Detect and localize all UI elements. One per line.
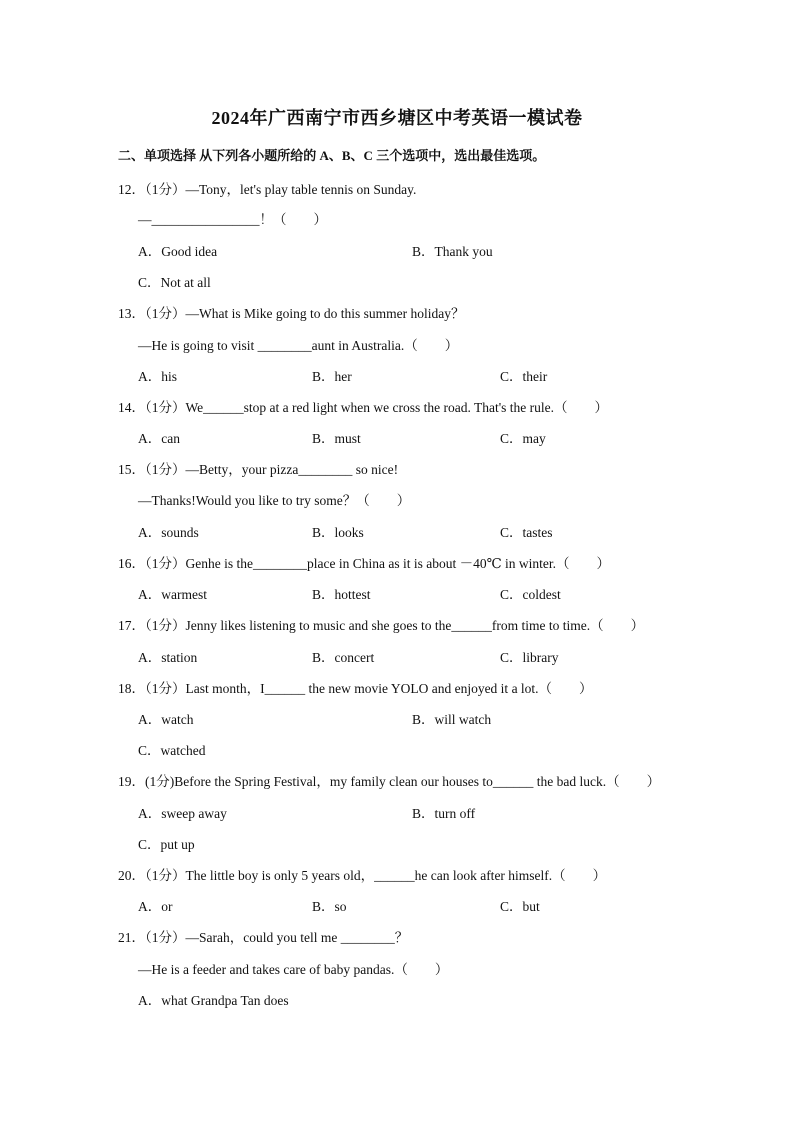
question-12-option-c[interactable]: C．Not at all — [138, 275, 211, 290]
question-16-option-c[interactable]: C．coldest — [500, 587, 561, 602]
question-20-stem: 20．（1分）The little boy is only 5 years old，______he can look after himself.（ ） — [118, 868, 607, 883]
question-15-option-a[interactable]: A．sounds — [138, 525, 199, 540]
question-12-stem: 12．（1分）—Tony，let's play table tennis on Sunday. — [118, 182, 417, 197]
question-16-option-b[interactable]: B．hottest — [312, 587, 371, 602]
question-13-option-b[interactable]: B．her — [312, 369, 352, 384]
question-21-line-2: —He is a feeder and takes care of baby pandas.（ ） — [138, 962, 449, 977]
question-19-option-a[interactable]: A．sweep away — [138, 806, 227, 821]
question-14-option-b[interactable]: B．must — [312, 431, 361, 446]
question-17-option-b[interactable]: B．concert — [312, 650, 375, 665]
question-17-stem: 17．（1分）Jenny likes listening to music and she goes to the______from time to time.（ ） — [118, 618, 645, 633]
question-17-option-a[interactable]: A．station — [138, 650, 198, 665]
question-19-option-c[interactable]: C．put up — [138, 837, 195, 852]
question-15-line-2: —Thanks!Would you like to try some？（ ） — [138, 493, 411, 508]
question-20-option-a[interactable]: A．or — [138, 899, 173, 914]
question-13-line-2: —He is going to visit ________aunt in Australia.（ ） — [138, 338, 459, 353]
question-13-option-c[interactable]: C．their — [500, 369, 548, 384]
question-12-option-b[interactable]: B．Thank you — [412, 244, 493, 259]
question-19-option-b[interactable]: B．turn off — [412, 806, 476, 821]
question-21-stem: 21．（1分）—Sarah，could you tell me ________？ — [118, 930, 409, 945]
question-15-stem: 15．（1分）—Betty，your pizza________ so nice! — [118, 462, 399, 477]
question-19-stem: 19．(1分)Before the Spring Festival，my family clean our houses to______ the bad luck.（ ） — [118, 774, 661, 789]
question-18-option-b[interactable]: B．will watch — [412, 712, 492, 727]
question-14-stem: 14．（1分）We______stop at a red light when we cross the road. That's the rule.（ ） — [118, 400, 609, 415]
question-14-option-a[interactable]: A．can — [138, 431, 180, 446]
question-12-line-2: —________________！（ ） — [138, 212, 327, 227]
question-20-option-b[interactable]: B．so — [312, 899, 347, 914]
question-17-option-c[interactable]: C．library — [500, 650, 559, 665]
question-14-option-c[interactable]: C．may — [500, 431, 546, 446]
question-18-stem: 18．（1分）Last month，I______ the new movie YOLO and enjoyed it a lot.（ ） — [118, 681, 593, 696]
question-12-option-a[interactable]: A．Good idea — [138, 244, 218, 259]
question-16-option-a[interactable]: A．warmest — [138, 587, 207, 602]
question-21-option-a[interactable]: A．what Grandpa Tan does — [138, 993, 289, 1008]
page-title: 2024年广西南宁市西乡塘区中考英语一模试卷 — [211, 108, 583, 128]
section-heading: 二、单项选择 从下列各小题所给的 A、B、C 三个选项中，选出最佳选项。 — [118, 148, 546, 163]
question-15-option-b[interactable]: B．looks — [312, 525, 364, 540]
question-20-option-c[interactable]: C．but — [500, 899, 540, 914]
question-15-option-c[interactable]: C．tastes — [500, 525, 553, 540]
question-18-option-c[interactable]: C．watched — [138, 743, 206, 758]
question-13-stem: 13．（1分）—What is Mike going to do this summer holiday？ — [118, 306, 465, 321]
question-18-option-a[interactable]: A．watch — [138, 712, 194, 727]
question-16-stem: 16．（1分）Genhe is the________place in China as it is about －40℃ in winter.（ ） — [118, 556, 611, 571]
question-13-option-a[interactable]: A．his — [138, 369, 178, 384]
